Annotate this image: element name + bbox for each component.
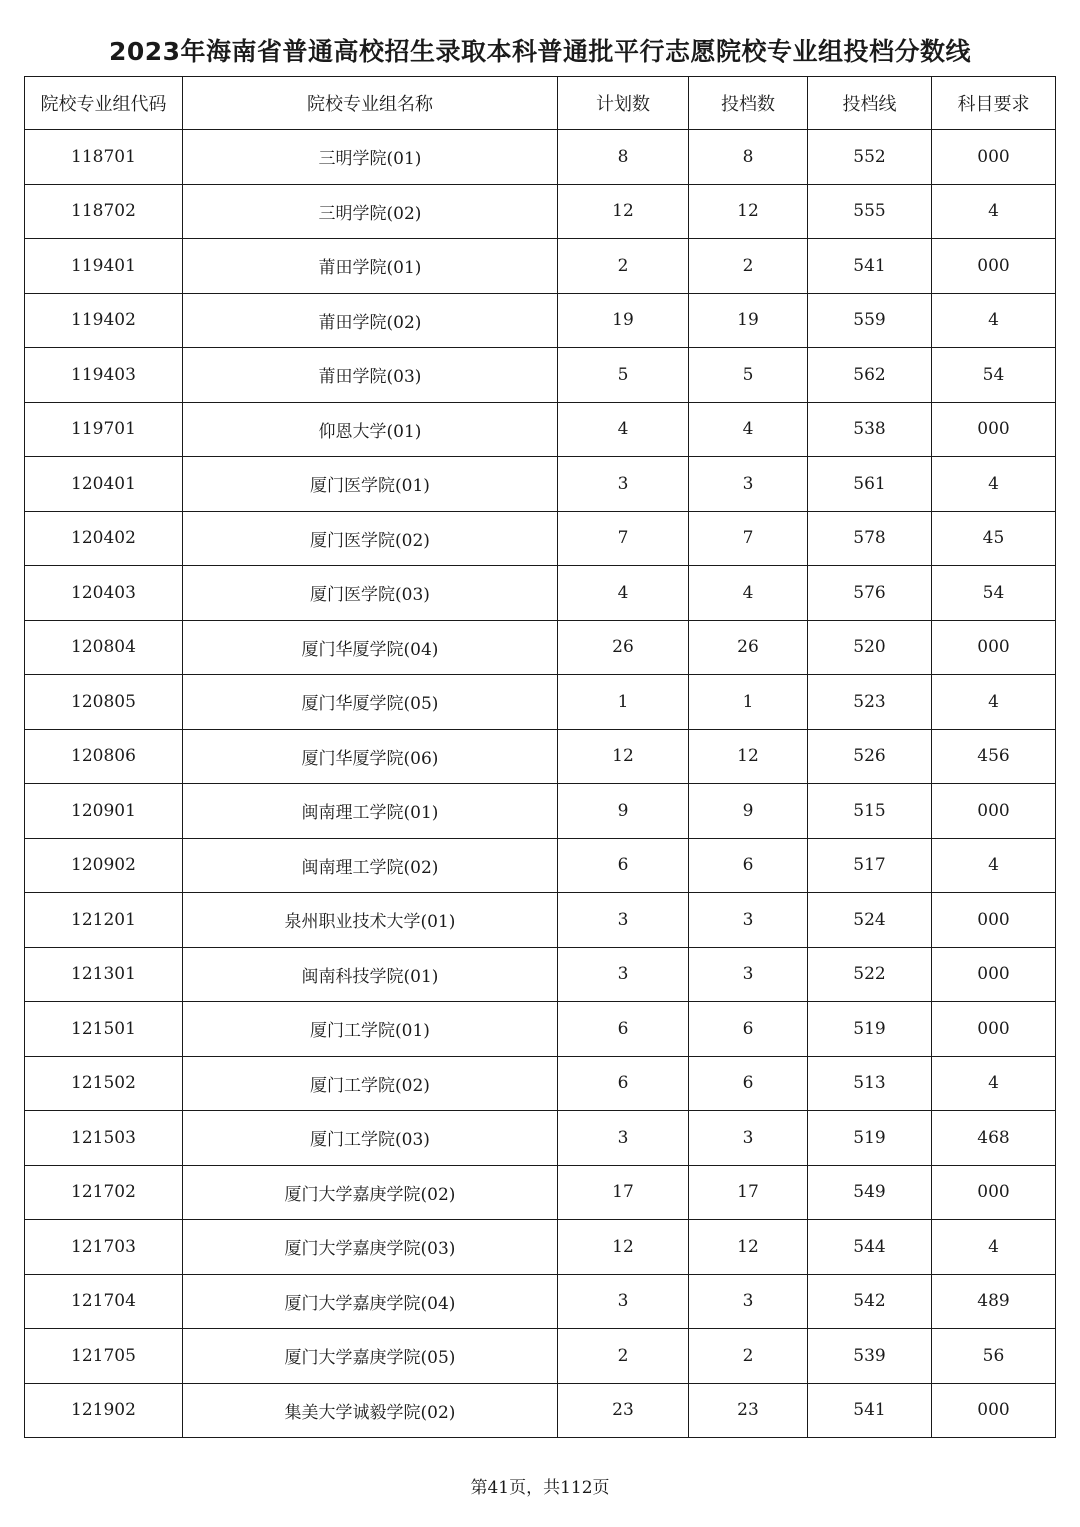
cell-group-code: 121702	[25, 1165, 183, 1220]
cell-group-name: 厦门华厦学院(05)	[183, 675, 558, 730]
cell-subject-requirement: 000	[932, 130, 1056, 185]
cell-subject-requirement: 456	[932, 729, 1056, 784]
header-cutoff-score: 投档线	[808, 77, 932, 130]
cell-plan-count: 12	[558, 729, 689, 784]
cell-group-code: 120806	[25, 729, 183, 784]
cell-group-code: 121502	[25, 1056, 183, 1111]
cell-group-name: 三明学院(01)	[183, 130, 558, 185]
cell-group-name: 闽南科技学院(01)	[183, 947, 558, 1002]
cell-group-code: 121902	[25, 1383, 183, 1438]
cell-subject-requirement: 000	[932, 947, 1056, 1002]
cell-group-name: 莆田学院(01)	[183, 239, 558, 294]
cell-subject-requirement: 000	[932, 402, 1056, 457]
cell-admitted-count: 12	[689, 729, 808, 784]
table-row	[25, 1002, 1056, 1057]
cell-group-code: 119701	[25, 402, 183, 457]
cell-group-code: 118701	[25, 130, 183, 185]
cell-admitted-count: 5	[689, 348, 808, 403]
cell-admitted-count: 4	[689, 566, 808, 621]
cell-plan-count: 7	[558, 511, 689, 566]
header-admitted-count: 投档数	[689, 77, 808, 130]
cell-cutoff-score: 544	[808, 1220, 932, 1275]
cell-cutoff-score: 513	[808, 1056, 932, 1111]
cell-group-code: 121201	[25, 893, 183, 948]
cell-group-code: 121503	[25, 1111, 183, 1166]
cell-subject-requirement: 468	[932, 1111, 1056, 1166]
table-row	[25, 239, 1056, 294]
cell-admitted-count: 3	[689, 1111, 808, 1166]
cell-plan-count: 23	[558, 1383, 689, 1438]
table-row	[25, 184, 1056, 239]
cell-plan-count: 8	[558, 130, 689, 185]
cell-admitted-count: 1	[689, 675, 808, 730]
table-row	[25, 784, 1056, 839]
cell-plan-count: 6	[558, 1002, 689, 1057]
table-row	[25, 1111, 1056, 1166]
table-row	[25, 1056, 1056, 1111]
table-row	[25, 947, 1056, 1002]
cell-subject-requirement: 489	[932, 1274, 1056, 1329]
cell-cutoff-score: 515	[808, 784, 932, 839]
cell-cutoff-score: 555	[808, 184, 932, 239]
cell-cutoff-score: 541	[808, 239, 932, 294]
cell-subject-requirement: 000	[932, 1165, 1056, 1220]
header-plan-count: 计划数	[558, 77, 689, 130]
cell-group-name: 厦门华厦学院(04)	[183, 620, 558, 675]
cell-group-name: 厦门工学院(03)	[183, 1111, 558, 1166]
cell-group-name: 厦门医学院(03)	[183, 566, 558, 621]
cell-subject-requirement: 000	[932, 620, 1056, 675]
cell-admitted-count: 9	[689, 784, 808, 839]
cell-admitted-count: 6	[689, 1002, 808, 1057]
table-row	[25, 293, 1056, 348]
cell-admitted-count: 17	[689, 1165, 808, 1220]
cell-group-name: 厦门大学嘉庚学院(03)	[183, 1220, 558, 1275]
cell-subject-requirement: 4	[932, 457, 1056, 512]
cell-cutoff-score: 520	[808, 620, 932, 675]
cell-group-name: 厦门大学嘉庚学院(02)	[183, 1165, 558, 1220]
cell-plan-count: 1	[558, 675, 689, 730]
cell-plan-count: 9	[558, 784, 689, 839]
cell-plan-count: 3	[558, 1111, 689, 1166]
cell-plan-count: 12	[558, 1220, 689, 1275]
cell-cutoff-score: 542	[808, 1274, 932, 1329]
cell-plan-count: 3	[558, 893, 689, 948]
cell-group-name: 集美大学诚毅学院(02)	[183, 1383, 558, 1438]
table-row	[25, 402, 1056, 457]
table-row	[25, 1274, 1056, 1329]
cell-group-name: 厦门工学院(02)	[183, 1056, 558, 1111]
header-group-name: 院校专业组名称	[183, 77, 558, 130]
cell-subject-requirement: 54	[932, 348, 1056, 403]
cell-subject-requirement: 4	[932, 1056, 1056, 1111]
cell-plan-count: 6	[558, 838, 689, 893]
cell-subject-requirement: 000	[932, 784, 1056, 839]
cell-admitted-count: 12	[689, 1220, 808, 1275]
cell-cutoff-score: 526	[808, 729, 932, 784]
cell-group-code: 120805	[25, 675, 183, 730]
table-row	[25, 1165, 1056, 1220]
cell-plan-count: 4	[558, 402, 689, 457]
cell-subject-requirement: 54	[932, 566, 1056, 621]
cell-plan-count: 12	[558, 184, 689, 239]
cell-group-name: 厦门大学嘉庚学院(04)	[183, 1274, 558, 1329]
cell-cutoff-score: 519	[808, 1111, 932, 1166]
cell-group-code: 121704	[25, 1274, 183, 1329]
cell-group-name: 厦门华厦学院(06)	[183, 729, 558, 784]
table-row	[25, 675, 1056, 730]
cell-group-name: 仰恩大学(01)	[183, 402, 558, 457]
cell-group-name: 厦门医学院(02)	[183, 511, 558, 566]
table-row	[25, 620, 1056, 675]
header-group-code: 院校专业组代码	[25, 77, 183, 130]
cell-group-code: 120804	[25, 620, 183, 675]
cell-plan-count: 2	[558, 1329, 689, 1384]
cell-cutoff-score: 552	[808, 130, 932, 185]
page-title: 2023年海南省普通高校招生录取本科普通批平行志愿院校专业组投档分数线	[108, 37, 972, 66]
cell-cutoff-score: 517	[808, 838, 932, 893]
page-footer: 第41页，共112页	[470, 1478, 610, 1498]
cell-subject-requirement: 56	[932, 1329, 1056, 1384]
cell-admitted-count: 2	[689, 1329, 808, 1384]
cell-admitted-count: 4	[689, 402, 808, 457]
cell-group-code: 120902	[25, 838, 183, 893]
admission-score-table	[24, 76, 1056, 1438]
cell-group-code: 121703	[25, 1220, 183, 1275]
cell-group-name: 厦门医学院(01)	[183, 457, 558, 512]
cell-cutoff-score: 539	[808, 1329, 932, 1384]
cell-plan-count: 4	[558, 566, 689, 621]
cell-group-code: 120401	[25, 457, 183, 512]
cell-plan-count: 3	[558, 457, 689, 512]
table-row	[25, 130, 1056, 185]
table-row	[25, 566, 1056, 621]
cell-group-code: 119402	[25, 293, 183, 348]
cell-group-code: 121301	[25, 947, 183, 1002]
cell-admitted-count: 7	[689, 511, 808, 566]
cell-cutoff-score: 561	[808, 457, 932, 512]
cell-admitted-count: 3	[689, 947, 808, 1002]
cell-group-code: 120403	[25, 566, 183, 621]
table-row	[25, 729, 1056, 784]
cell-cutoff-score: 519	[808, 1002, 932, 1057]
cell-group-name: 莆田学院(03)	[183, 348, 558, 403]
cell-plan-count: 17	[558, 1165, 689, 1220]
cell-subject-requirement: 45	[932, 511, 1056, 566]
cell-cutoff-score: 549	[808, 1165, 932, 1220]
cell-admitted-count: 8	[689, 130, 808, 185]
cell-admitted-count: 12	[689, 184, 808, 239]
cell-cutoff-score: 578	[808, 511, 932, 566]
table-row	[25, 838, 1056, 893]
cell-subject-requirement: 4	[932, 293, 1056, 348]
cell-group-code: 120901	[25, 784, 183, 839]
cell-plan-count: 5	[558, 348, 689, 403]
cell-plan-count: 19	[558, 293, 689, 348]
cell-subject-requirement: 4	[932, 1220, 1056, 1275]
cell-group-code: 121705	[25, 1329, 183, 1384]
cell-plan-count: 3	[558, 1274, 689, 1329]
table-row	[25, 1220, 1056, 1275]
cell-plan-count: 3	[558, 947, 689, 1002]
cell-admitted-count: 6	[689, 838, 808, 893]
table-row	[25, 1383, 1056, 1438]
cell-group-name: 厦门工学院(01)	[183, 1002, 558, 1057]
cell-subject-requirement: 4	[932, 184, 1056, 239]
table-header-row	[25, 77, 1056, 130]
cell-group-code: 120402	[25, 511, 183, 566]
cell-subject-requirement: 000	[932, 1383, 1056, 1438]
cell-admitted-count: 6	[689, 1056, 808, 1111]
cell-subject-requirement: 000	[932, 893, 1056, 948]
table-row	[25, 1329, 1056, 1384]
cell-admitted-count: 3	[689, 1274, 808, 1329]
cell-plan-count: 2	[558, 239, 689, 294]
cell-admitted-count: 23	[689, 1383, 808, 1438]
cell-group-name: 闽南理工学院(01)	[183, 784, 558, 839]
table-row	[25, 348, 1056, 403]
cell-cutoff-score: 538	[808, 402, 932, 457]
cell-subject-requirement: 4	[932, 675, 1056, 730]
cell-cutoff-score: 541	[808, 1383, 932, 1438]
cell-admitted-count: 3	[689, 893, 808, 948]
cell-admitted-count: 19	[689, 293, 808, 348]
cell-group-code: 118702	[25, 184, 183, 239]
cell-subject-requirement: 4	[932, 838, 1056, 893]
cell-group-code: 121501	[25, 1002, 183, 1057]
cell-admitted-count: 3	[689, 457, 808, 512]
cell-admitted-count: 26	[689, 620, 808, 675]
table-row	[25, 457, 1056, 512]
table-row	[25, 511, 1056, 566]
cell-cutoff-score: 522	[808, 947, 932, 1002]
cell-cutoff-score: 576	[808, 566, 932, 621]
header-subject-requirement: 科目要求	[932, 77, 1056, 130]
cell-group-name: 厦门大学嘉庚学院(05)	[183, 1329, 558, 1384]
cell-group-code: 119401	[25, 239, 183, 294]
cell-admitted-count: 2	[689, 239, 808, 294]
cell-group-name: 三明学院(02)	[183, 184, 558, 239]
cell-group-code: 119403	[25, 348, 183, 403]
cell-cutoff-score: 523	[808, 675, 932, 730]
table-body	[25, 130, 1056, 1438]
cell-cutoff-score: 562	[808, 348, 932, 403]
table-row	[25, 893, 1056, 948]
cell-subject-requirement: 000	[932, 239, 1056, 294]
cell-cutoff-score: 559	[808, 293, 932, 348]
cell-cutoff-score: 524	[808, 893, 932, 948]
cell-plan-count: 6	[558, 1056, 689, 1111]
cell-group-name: 莆田学院(02)	[183, 293, 558, 348]
cell-plan-count: 26	[558, 620, 689, 675]
cell-group-name: 泉州职业技术大学(01)	[183, 893, 558, 948]
cell-subject-requirement: 000	[932, 1002, 1056, 1057]
cell-group-name: 闽南理工学院(02)	[183, 838, 558, 893]
